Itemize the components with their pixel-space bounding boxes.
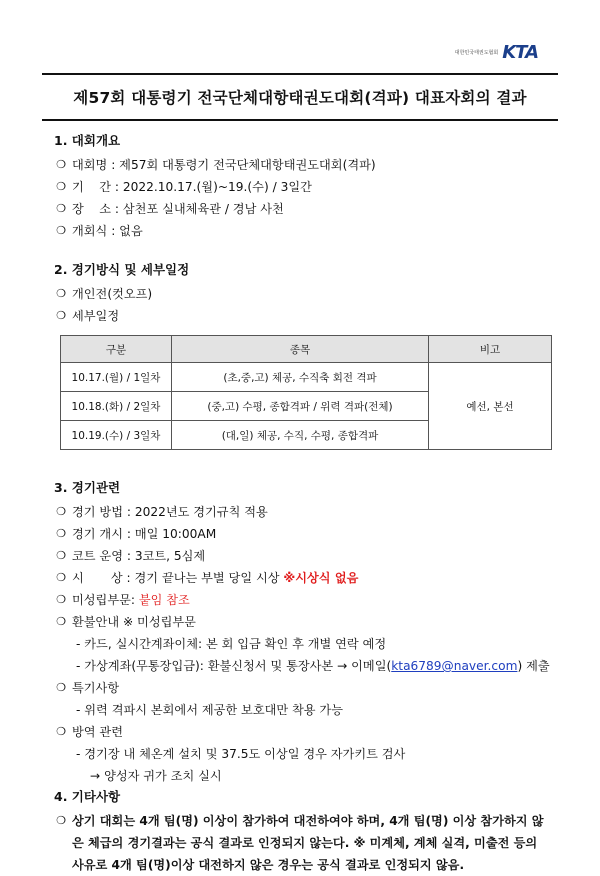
sub-item: - 카드, 실시간계좌이체: 본 회 입금 확인 후 개별 연락 예정: [76, 637, 387, 651]
list-item: ❍ 시 상 : 경기 끝나는 부별 당일 시상 ※시상식 없음: [50, 567, 560, 589]
hollow-circle-icon: ❍: [56, 202, 66, 215]
table-header-row: [61, 336, 552, 363]
table-cell-note: 예선, 본선: [429, 363, 552, 450]
table-cell-day: 10.18.(화) / 2일차: [61, 392, 172, 421]
column-header-category: 구분: [61, 336, 172, 363]
kta-logo: [455, 42, 538, 63]
list-item: ❍ 세부일정: [50, 305, 560, 327]
hollow-circle-icon: ❍: [56, 549, 66, 562]
hollow-circle-icon: ❍: [56, 505, 66, 518]
hollow-circle-icon: ❍: [56, 527, 66, 540]
title-rule-bottom: [42, 119, 558, 121]
list-item: ❍ 코트 운영 : 3코트, 5심제: [50, 545, 560, 567]
table-cell-day: 10.17.(월) / 1일차: [61, 363, 172, 392]
hollow-circle-icon: ❍: [56, 287, 66, 300]
section-4-heading: 4. 기타사항: [54, 789, 121, 804]
no-ceremony-note: ※시상식 없음: [283, 571, 359, 585]
logo-caption: 대한민국태권도협회: [454, 50, 499, 56]
hollow-circle-icon: ❍: [56, 814, 66, 827]
section-1-heading: 1. 대회개요: [54, 133, 121, 148]
page-title: 제57회 대통령기 전국단체대항태권도대회(격파) 대표자회의 결과: [73, 89, 527, 107]
sub-item: - 경기장 내 체온계 설치 및 37.5도 이상일 경우 자가키트 검사: [76, 747, 406, 761]
document-body: [50, 131, 560, 876]
table-cell-event: (초,중,고) 체공, 수직축 회전 격파: [172, 363, 429, 392]
list-item: ❍ 방역 관련: [50, 721, 560, 743]
column-header-event: 종목: [172, 336, 429, 363]
list-item: ❍ 경기 개시 : 매일 10:00AM: [50, 523, 560, 545]
notice-text: 상기 대회는 4개 팀(명) 이상이 참가하여 대전하여야 하며, 4개 팀(명) 이상 참가하지 않은 체급의 경기결과는 공식 결과로 인정되지 않는다. ※ 미계체, 계체 실격, 미출전 등의 사유로 4개 팀(명)이상 대전하지 않은 경우는 공식 결과로 인정되지 않음.: [72, 814, 544, 872]
email-link[interactable]: kta6789@naver.com: [391, 659, 518, 673]
sub-item: → 양성자 귀가 조치 실시: [90, 769, 222, 783]
list-item: ❍ 장 소 : 삼천포 실내체육관 / 경남 사천: [50, 198, 560, 220]
hollow-circle-icon: ❍: [56, 309, 66, 322]
hollow-circle-icon: ❍: [56, 681, 66, 694]
title-rule-top: [42, 73, 558, 75]
hollow-circle-icon: ❍: [56, 571, 66, 584]
table-cell-day: 10.19.(수) / 3일차: [61, 421, 172, 450]
section-2-heading: 2. 경기방식 및 세부일정: [54, 262, 190, 277]
hollow-circle-icon: ❍: [56, 180, 66, 193]
list-item: ❍ 대회명 : 제57회 대통령기 전국단체대항태권도대회(격파): [50, 154, 560, 176]
list-item: [50, 810, 560, 876]
hollow-circle-icon: ❍: [56, 725, 66, 738]
table-cell-event: (중,고) 수평, 종합격파 / 위력 격파(전체): [172, 392, 429, 421]
list-item: ❍ 기 간 : 2022.10.17.(월)~19.(수) / 3일간: [50, 176, 560, 198]
schedule-table: [60, 335, 552, 450]
list-item: ❍ 개회식 : 없음: [50, 220, 560, 242]
section-3-heading: 3. 경기관련: [54, 480, 121, 495]
list-item: ❍ 미성립부문: 붙임 참조: [50, 589, 560, 611]
list-item: ❍ 개인전(컷오프): [50, 283, 560, 305]
sub-item: - 위력 격파시 본회에서 제공한 보호대만 착용 가능: [76, 703, 343, 717]
hollow-circle-icon: ❍: [56, 158, 66, 171]
list-item: ❍ 환불안내 ※ 미성립부문: [50, 611, 560, 633]
list-item: ❍ 경기 방법 : 2022년도 경기규칙 적용: [50, 501, 560, 523]
table-cell-event: (대,일) 체공, 수직, 수평, 종합격파: [172, 421, 429, 450]
column-header-note: 비고: [429, 336, 552, 363]
hollow-circle-icon: ❍: [56, 615, 66, 628]
table-row: [61, 363, 552, 392]
attachment-reference: 붙임 참조: [138, 593, 190, 607]
hollow-circle-icon: ❍: [56, 224, 66, 237]
list-item: ❍ 특기사항: [50, 677, 560, 699]
logo-mark: KTA: [502, 42, 538, 63]
hollow-circle-icon: ❍: [56, 593, 66, 606]
sub-item: - 가상계좌(무통장입금): 환불신청서 및 통장사본 → 이메일(kta6789@naver.com) 제출: [76, 659, 550, 673]
